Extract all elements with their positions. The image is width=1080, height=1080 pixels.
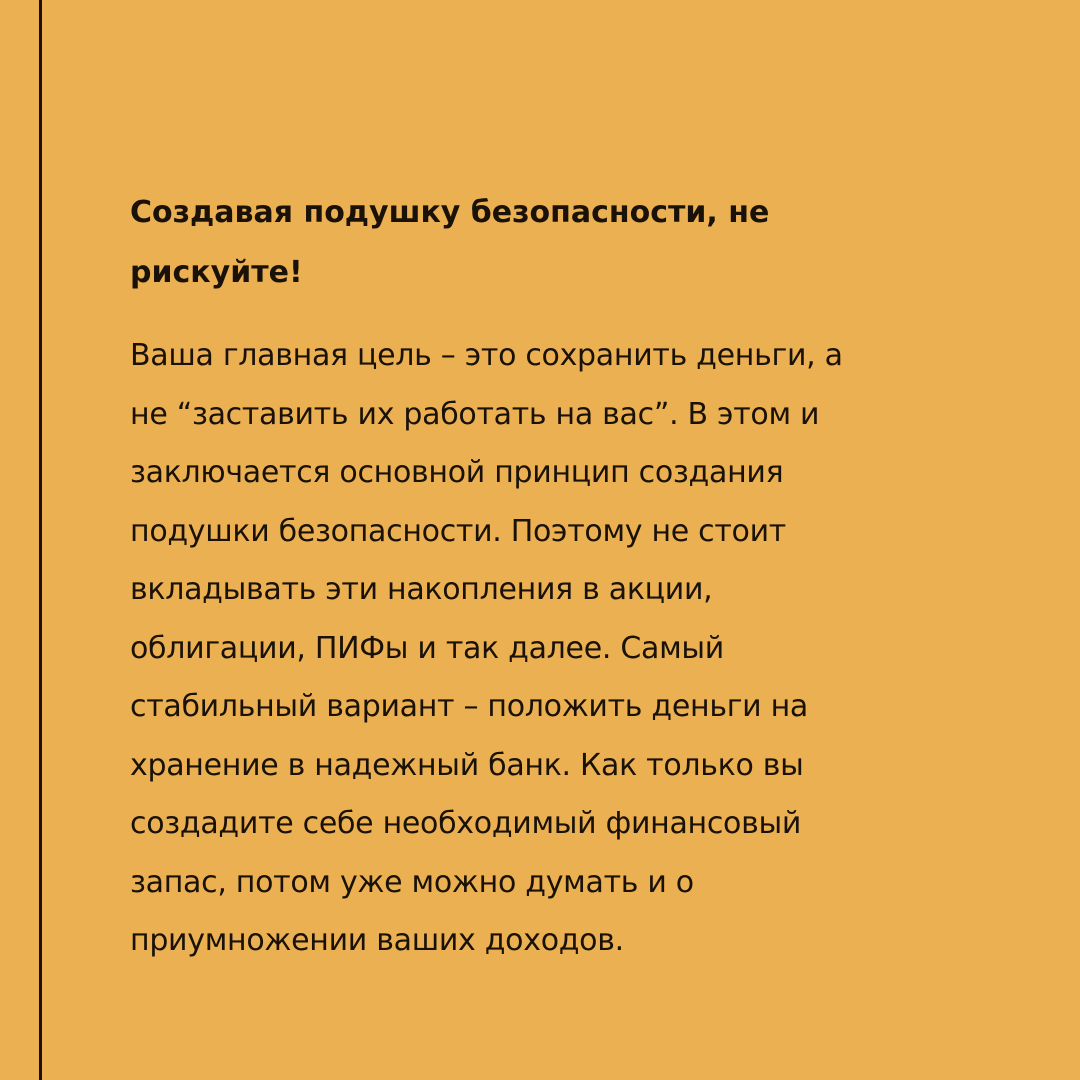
body-line: хранение в надежный банк. Как только вы <box>130 747 804 783</box>
body-line: подушки безопасности. Поэтому не стоит <box>130 513 786 549</box>
headline-line: рискуйте! <box>130 255 303 290</box>
body-line: Ваша главная цель – это сохранить деньги, а <box>130 338 843 373</box>
text-block <box>130 183 970 971</box>
body-line: запас, потом уже можно думать и о <box>130 864 694 900</box>
headline <box>130 183 970 303</box>
body-line: создадите себе необходимый финансовый <box>130 806 802 841</box>
body-line: облигации, ПИФы и так далее. Самый <box>130 630 724 666</box>
body-paragraph <box>130 327 970 971</box>
body-line: заключается основной принцип создания <box>130 455 784 490</box>
body-line: стабильный вариант – положить деньги на <box>130 689 808 724</box>
headline-line: Создавая подушку безопасности, не <box>130 195 770 230</box>
body-line: не “заставить их работать на вас”. В этом и <box>130 396 820 432</box>
body-line: приумножении ваших доходов. <box>130 923 624 958</box>
left-vertical-rule <box>39 0 42 1080</box>
body-line: вкладывать эти накопления в акции, <box>130 572 713 607</box>
